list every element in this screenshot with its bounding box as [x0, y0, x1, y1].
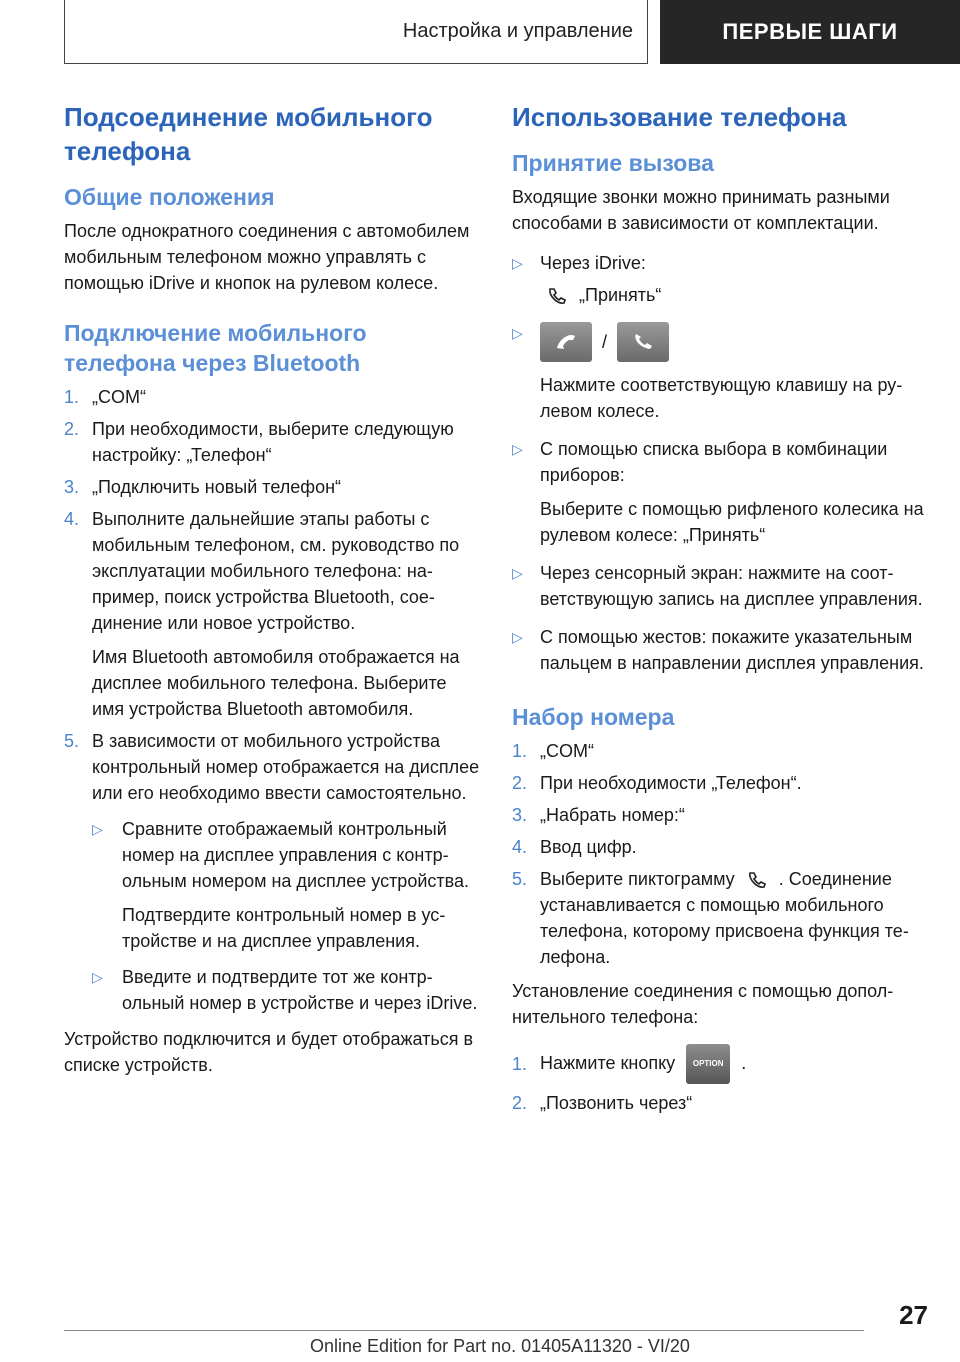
bullet-note: Подтвердите контрольный номер в устройстве и на дисплее управления. — [122, 905, 446, 951]
triangle-bullet-icon: ▷ — [512, 325, 523, 341]
step-number: 5. — [64, 731, 80, 751]
page-header — [64, 0, 960, 66]
list-item — [64, 506, 482, 722]
section-title: Настройка и управление — [64, 0, 648, 64]
subheading-general: Общие положения — [64, 184, 275, 210]
list-item — [64, 474, 482, 500]
list-item — [512, 1090, 932, 1116]
bullet-item — [512, 560, 932, 612]
step-text-cont: . Соединение устанавливается с помощью мобильного телефона, которому присвоена функция телефона. — [540, 869, 909, 967]
step-text: При необходимости, выберите следующую настройку: „Телефон“ — [92, 419, 454, 465]
step-number: 1. — [512, 741, 528, 761]
triangle-bullet-icon: ▷ — [92, 969, 103, 985]
accept-call-key-icon — [540, 322, 592, 362]
step-text: „Набрать номер:“ — [540, 805, 685, 825]
bullet-text: Сравните отображаемый контрольный номер на дисплее управления с контрольным номером на дисплее устройства. — [122, 819, 470, 891]
step-text: „COM“ — [92, 387, 146, 407]
bullet-text: Введите и подтвердите тот же контрольный номер в устройстве и через iDrive. — [122, 967, 478, 1013]
footer-divider — [64, 1330, 864, 1331]
option-button-icon: OPTION — [686, 1044, 730, 1084]
step-text: Выберите пиктограмму — [540, 869, 735, 889]
step-number: 2. — [512, 1093, 528, 1113]
triangle-bullet-icon: ▷ — [512, 255, 523, 271]
step-number: 2. — [64, 419, 80, 439]
step-text: В зависимости от мобильного устройства контрольный номер отображается на дисплее или его необходимо ввести самостоятельно. — [92, 731, 480, 803]
triangle-bullet-icon: ▷ — [512, 629, 523, 645]
list-item — [512, 802, 932, 828]
bullet-text: Через iDrive: — [540, 253, 646, 273]
list-item — [512, 770, 932, 796]
step-text: „COM“ — [540, 741, 594, 761]
bullet-note: Выберите с помощью рифленого колесика на рулевом колесе: „Принять“ — [540, 499, 924, 545]
step-text: „Позвонить через“ — [540, 1093, 693, 1113]
step-text: Выполните дальнейшие этапы работы с мобильным телефоном, см. руководство по эксплуатации мобильного телефона: например, поиск устройства Bluetooth, соединение или новое устройство. — [92, 509, 460, 633]
step-number: 4. — [64, 509, 80, 529]
left-column — [64, 100, 482, 1084]
subheading-accept-call: Принятие вызова — [512, 150, 714, 176]
bullet-item — [92, 964, 482, 1016]
phone-icon — [746, 869, 768, 891]
bullet-item — [512, 320, 932, 424]
chapter-title: ПЕРВЫЕ ШАГИ — [660, 0, 960, 64]
step-text: При необходимости „Телефон“. — [540, 773, 802, 793]
bullet-item — [92, 816, 482, 954]
subheading-bluetooth: Подключение мобильного телефона через Bluetooth — [64, 320, 367, 376]
final-paragraph: Устройство подключится и будет отображаться в списке устройств. — [64, 1029, 474, 1075]
list-item — [64, 728, 482, 1078]
bullet-note: Нажмите соответствующую клавишу на рулевом колесе. — [540, 375, 903, 421]
step-number: 3. — [512, 805, 528, 825]
bullet-item — [512, 250, 932, 308]
list-item — [512, 1044, 932, 1084]
key-separator: / — [602, 332, 608, 352]
bullet-item — [512, 436, 932, 548]
step-number: 3. — [64, 477, 80, 497]
bullet-text: С помощью жестов: покажите указательным пальцем в направлении дисплея управления. — [540, 627, 924, 673]
list-item — [512, 834, 932, 860]
footer-edition: Online Edition for Part no. 01405A11320 - VI/20 — [310, 1336, 690, 1356]
subheading-dial: Набор номера — [512, 704, 675, 730]
accept-option: „Принять“ — [579, 285, 662, 305]
section-heading-connect: Подсоединение мобильного телефона — [64, 102, 433, 166]
step-number: 4. — [512, 837, 528, 857]
triangle-bullet-icon: ▷ — [512, 565, 523, 581]
step-note: Имя Bluetooth автомобиля отображается на дисплее мобильного телефона. Выберите имя устройства Bluetooth автомобиля. — [92, 647, 460, 719]
step-number: 2. — [512, 773, 528, 793]
triangle-bullet-icon: ▷ — [512, 441, 523, 457]
list-item — [512, 866, 932, 970]
accept-paragraph: Входящие звонки можно принимать разными способами в зависимости от комплектации. — [512, 187, 890, 233]
list-item — [512, 738, 932, 764]
section-heading-use-phone: Использование телефона — [512, 102, 847, 132]
step-text: „Подключить новый телефон“ — [92, 477, 342, 497]
step-number: 5. — [512, 869, 528, 889]
step-number: 1. — [64, 387, 80, 407]
triangle-bullet-icon: ▷ — [92, 821, 103, 837]
phone-key-icon — [617, 322, 669, 362]
bullet-text: С помощью списка выбора в комбинации приборов: — [540, 439, 888, 485]
list-item — [64, 416, 482, 468]
bullet-text: Через сенсорный экран: нажмите на соответствующую запись на дисплее управления. — [540, 563, 923, 609]
general-paragraph: После однократного соединения с автомобилем мобильным телефоном можно управлять с помощью iDrive и кнопок на рулевом колесе. — [64, 221, 470, 293]
list-item — [64, 384, 482, 410]
step-number: 1. — [512, 1054, 528, 1074]
step-text: Нажмите кнопку — [540, 1052, 676, 1073]
step-text-cont: . — [741, 1052, 747, 1073]
phone-icon — [546, 285, 568, 307]
page-number: 27 — [899, 1300, 928, 1330]
step-text: Ввод цифр. — [540, 837, 637, 857]
bullet-item — [512, 624, 932, 676]
extra-phone-paragraph: Установление соединения с помощью дополнительного телефона: — [512, 981, 894, 1027]
right-column — [512, 100, 932, 1122]
